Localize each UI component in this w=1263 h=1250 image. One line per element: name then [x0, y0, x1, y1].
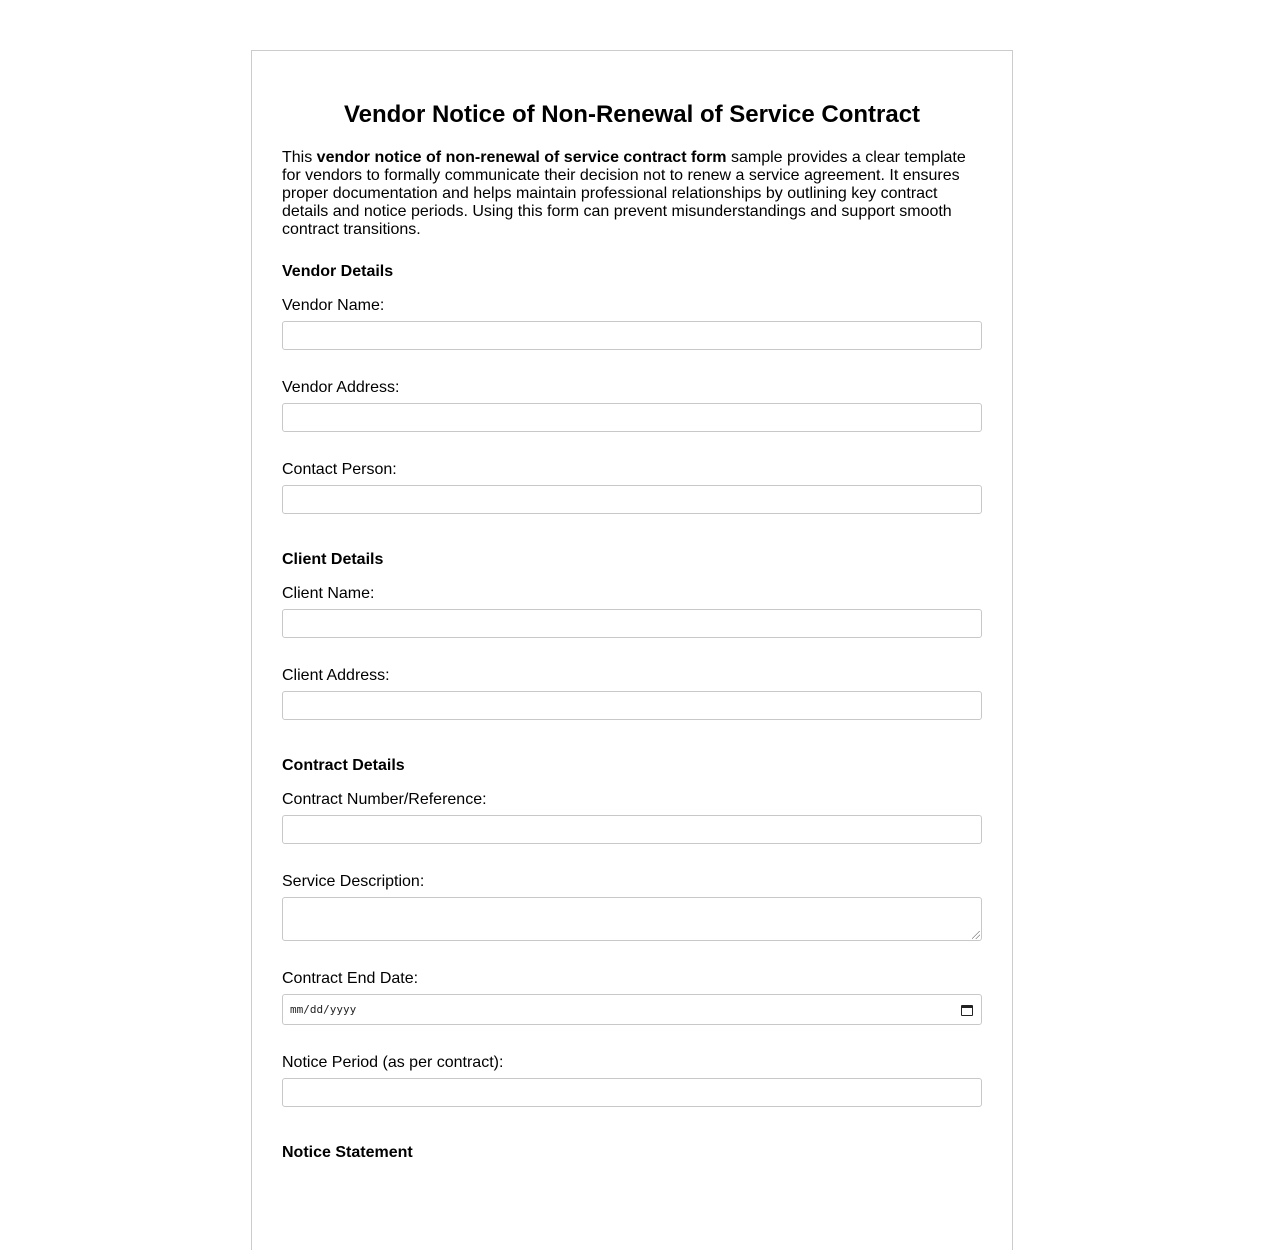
contract-number-group: [282, 791, 982, 844]
contract-end-date-input[interactable]: [282, 994, 982, 1025]
contact-person-label: Contact Person:: [282, 461, 397, 478]
notice-period-input[interactable]: [282, 1078, 982, 1107]
notice-period-label: Notice Period (as per contract):: [282, 1054, 504, 1071]
service-description-label: Service Description:: [282, 873, 425, 890]
service-description-group: [282, 873, 982, 941]
vendor-address-input[interactable]: [282, 403, 982, 432]
resize-grip-icon[interactable]: [972, 931, 980, 939]
vendor-name-group: [282, 297, 982, 350]
section-title-contract-details: Contract Details: [282, 757, 405, 774]
intro-bold-phrase: vendor notice of non-renewal of service contract form: [316, 149, 727, 166]
form-page: [251, 50, 1013, 1250]
service-description-textarea[interactable]: [282, 897, 982, 941]
intro-paragraph: [282, 149, 982, 239]
contract-end-date-group: [282, 970, 982, 1025]
vendor-address-group: [282, 379, 982, 432]
intro-suffix: sample provides a clear template for vendors to formally communicate their decision not to renew a service agreement. It ensures proper documentation and helps maintain professional relationships by outlining key contract details and notice periods. Using this form can prevent misunderstandings and support smooth contract transitions.: [282, 149, 966, 238]
date-placeholder: mm/dd/yyyy: [290, 1003, 357, 1016]
client-name-group: [282, 585, 982, 638]
section-title-client-details: Client Details: [282, 551, 384, 568]
page-title: Vendor Notice of Non-Renewal of Service Contract: [343, 101, 921, 128]
client-address-group: [282, 667, 982, 720]
client-name-label: Client Name:: [282, 585, 375, 602]
notice-period-group: [282, 1054, 982, 1107]
contract-number-input[interactable]: [282, 815, 982, 844]
contract-number-label: Contract Number/Reference:: [282, 791, 487, 808]
section-title-vendor-details: Vendor Details: [282, 263, 394, 280]
vendor-name-input[interactable]: [282, 321, 982, 350]
client-address-input[interactable]: [282, 691, 982, 720]
client-name-input[interactable]: [282, 609, 982, 638]
calendar-icon[interactable]: [961, 1004, 973, 1016]
contact-person-input[interactable]: [282, 485, 982, 514]
intro-prefix: This: [282, 149, 317, 166]
vendor-address-label: Vendor Address:: [282, 379, 400, 396]
vendor-name-label: Vendor Name:: [282, 297, 385, 314]
client-address-label: Client Address:: [282, 667, 390, 684]
contact-person-group: [282, 461, 982, 514]
contract-end-date-label: Contract End Date:: [282, 970, 419, 987]
section-title-notice-statement: Notice Statement: [282, 1144, 413, 1161]
